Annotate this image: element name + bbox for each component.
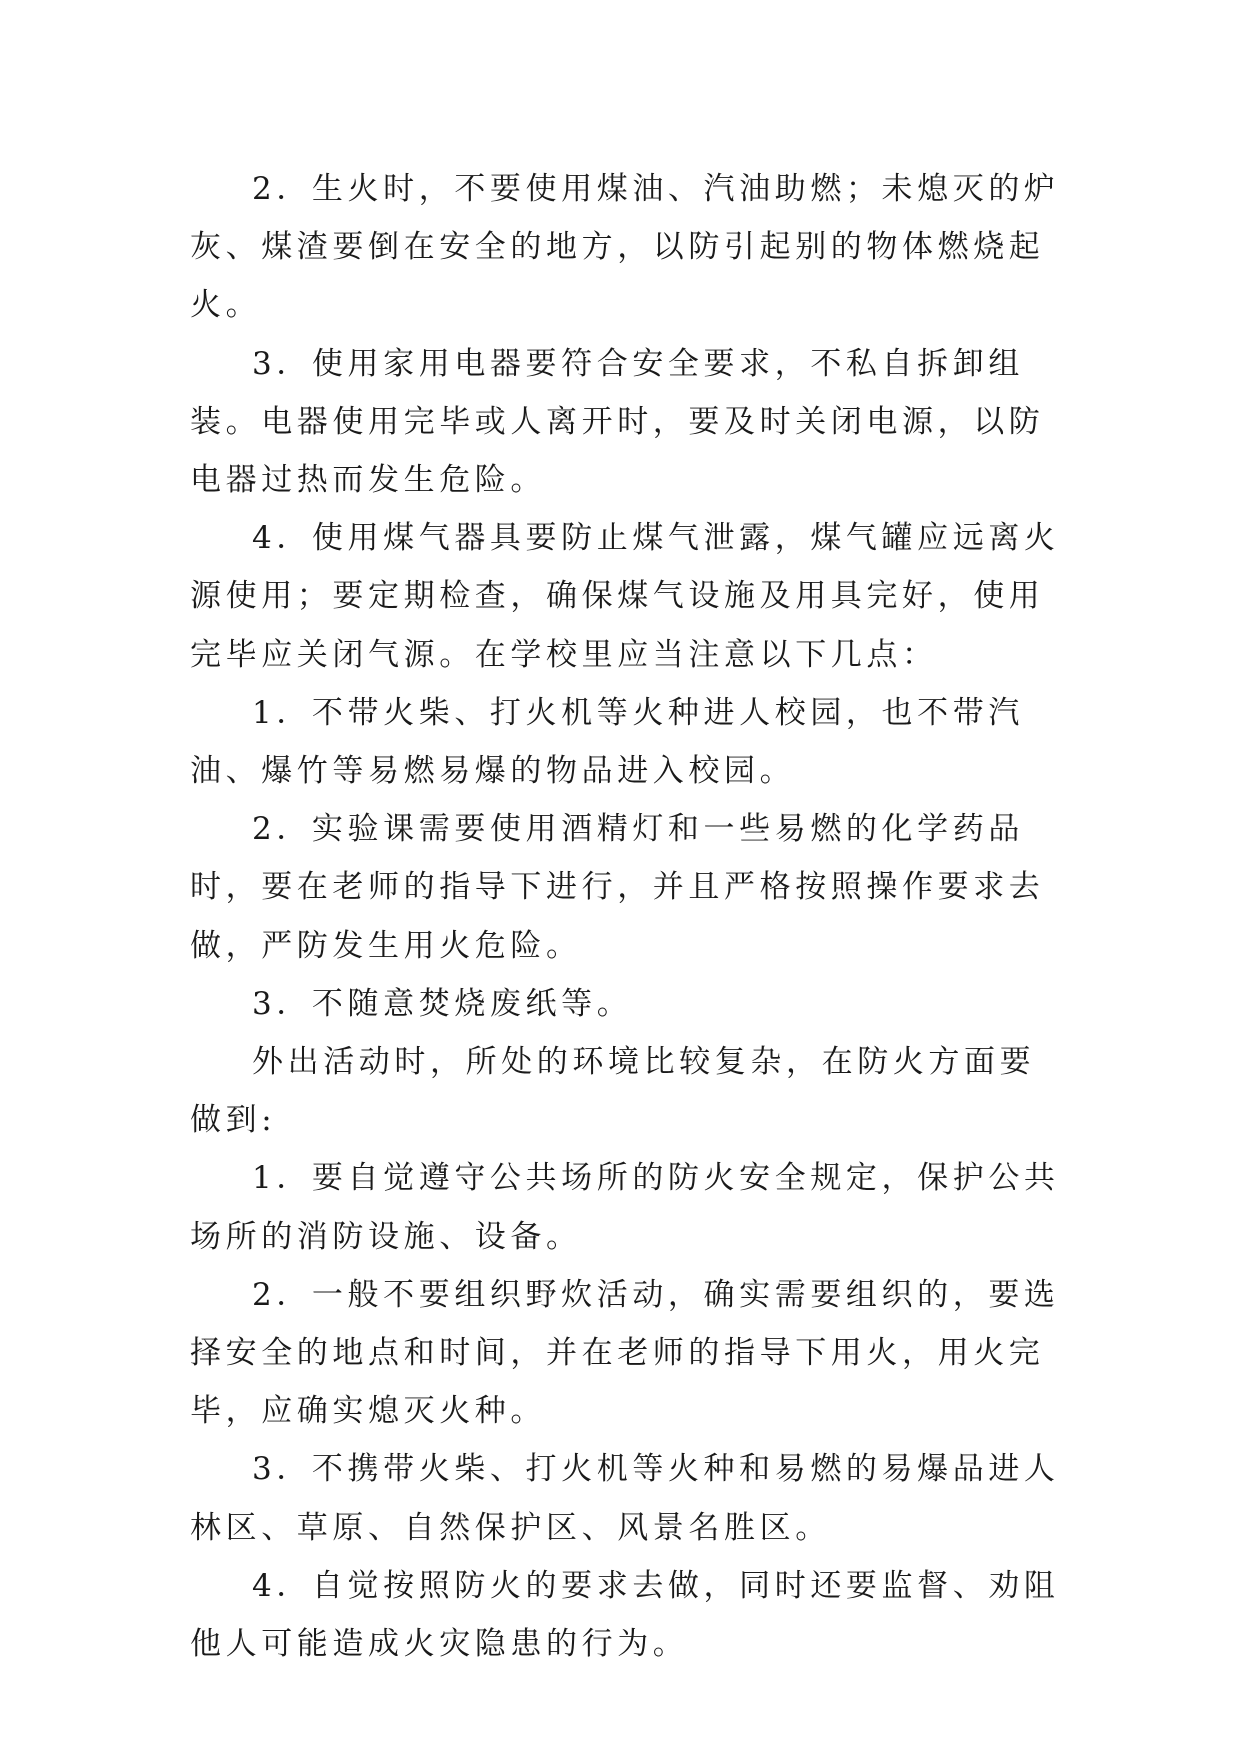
paragraph-10: 3．不携带火柴、打火机等火种和易燃的易爆品进人林区、草原、自然保护区、风景名胜区。 [190,1451,1060,1546]
paragraph-6: 3．不随意焚烧废纸等。 [252,985,633,1022]
paragraph-7: 外出活动时，所处的环境比较复杂，在防火方面要做到: [190,1044,1036,1139]
paragraph-4: 1．不带火柴、打火机等火种进人校园，也不带汽油、爆竹等易燃易爆的物品进入校园。 [190,694,1024,790]
paragraph-8: 1．要自觉遵守公共场所的防火安全规定，保护公共场所的消防设施、设备。 [190,1160,1060,1255]
paragraph-11: 4．自觉按照防火的要求去做，同时还要监督、劝阻他人可能造成火灾隐患的行为。 [190,1567,1060,1663]
paragraph-9: 2．一般不要组织野炊活动，确实需要组织的，要选择安全的地点和时间，并在老师的指导下用火，用火完毕，应确实熄灭火种。 [190,1276,1060,1430]
paragraph-1: 2．生火时，不要使用煤油、汽油助燃；未熄灭的炉灰、煤渣要倒在安全的地方，以防引起别的物体燃烧起火。 [190,171,1060,324]
document-body [190,160,1060,1673]
paragraph-3: 4．使用煤气器具要防止煤气泄露，煤气罐应远离火源使用；要定期检查，确保煤气设施及用具完好，使用完毕应关闭气源。在学校里应当注意以下几点： [190,520,1060,673]
paragraph-5: 2．实验课需要使用酒精灯和一些易燃的化学药品时，要在老师的指导下进行，并且严格按照操作要求去做，严防发生用火危险。 [190,811,1045,964]
paragraph-2: 3．使用家用电器要符合安全要求，不私自拆卸组装。电器使用完毕或人离开时，要及时关闭电源，以防电器过热而发生危险。 [190,345,1045,499]
